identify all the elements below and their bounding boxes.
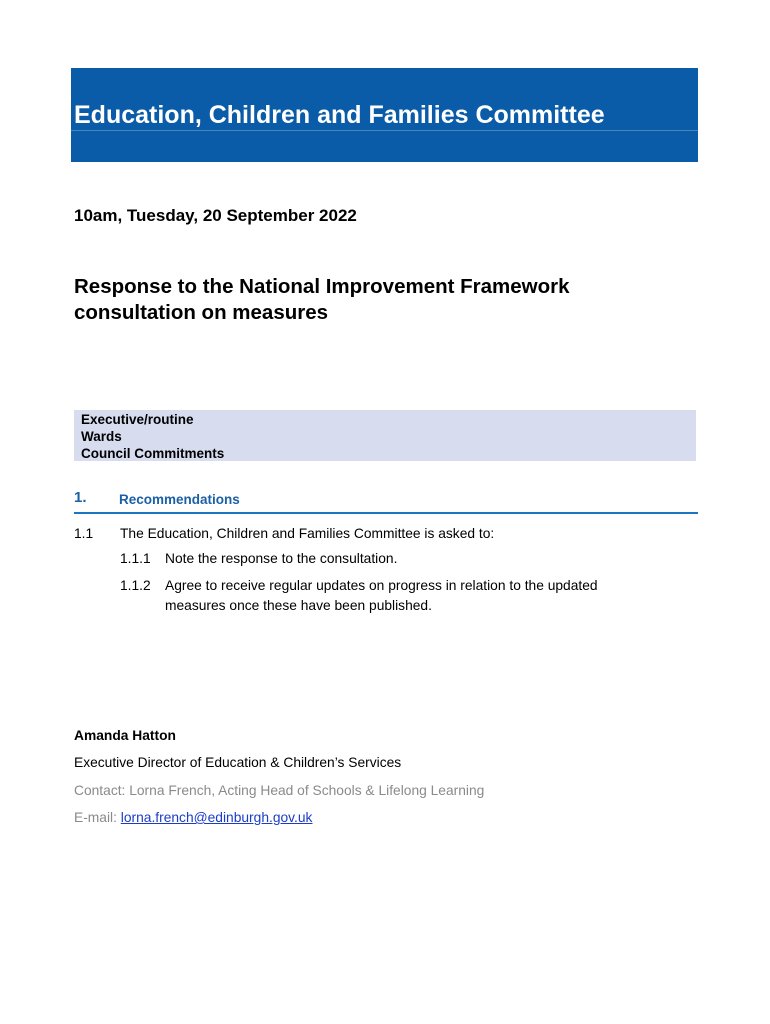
para-text-1-1-2-line1: Agree to receive regular updates on progress in relation to the updated <box>165 578 598 593</box>
para-text-1-1: The Education, Children and Families Committee is asked to: <box>120 526 495 541</box>
report-title-line1: Response to the National Improvement Framework <box>74 275 570 298</box>
author-name: Amanda Hatton <box>74 728 176 743</box>
section-number: 1. <box>74 489 87 506</box>
banner-divider <box>71 130 698 131</box>
para-text-1-1-2-line2: measures once these have been published. <box>165 598 432 613</box>
email-link[interactable]: lorna.french@edinburgh.gov.uk <box>120 810 313 825</box>
report-meta-box <box>74 410 696 461</box>
committee-title: Education, Children and Families Committee <box>74 101 605 129</box>
contact-line: Contact: Lorna French, Acting Head of Schools & Lifelong Learning <box>74 783 485 798</box>
para-number-1-1: 1.1 <box>74 526 94 541</box>
para-number-1-1-2: 1.1.2 <box>120 578 151 593</box>
meta-council-commitments: Council Commitments <box>81 446 225 461</box>
author-role: Executive Director of Education & Children’s Services <box>74 755 402 770</box>
report-title-line2: consultation on measures <box>74 301 329 324</box>
meta-wards: Wards <box>81 429 122 444</box>
section-title: Recommendations <box>119 492 240 507</box>
para-number-1-1-1: 1.1.1 <box>120 551 151 566</box>
email-label: E-mail: <box>74 810 121 825</box>
para-text-1-1-1: Note the response to the consultation. <box>165 551 398 566</box>
email-line <box>74 810 312 825</box>
section-heading-recommendations <box>74 490 698 514</box>
report-title <box>74 274 694 326</box>
meeting-date: 10am, Tuesday, 20 September 2022 <box>74 206 357 225</box>
committee-banner <box>71 68 698 162</box>
meta-executive-routine: Executive/routine <box>81 412 194 427</box>
